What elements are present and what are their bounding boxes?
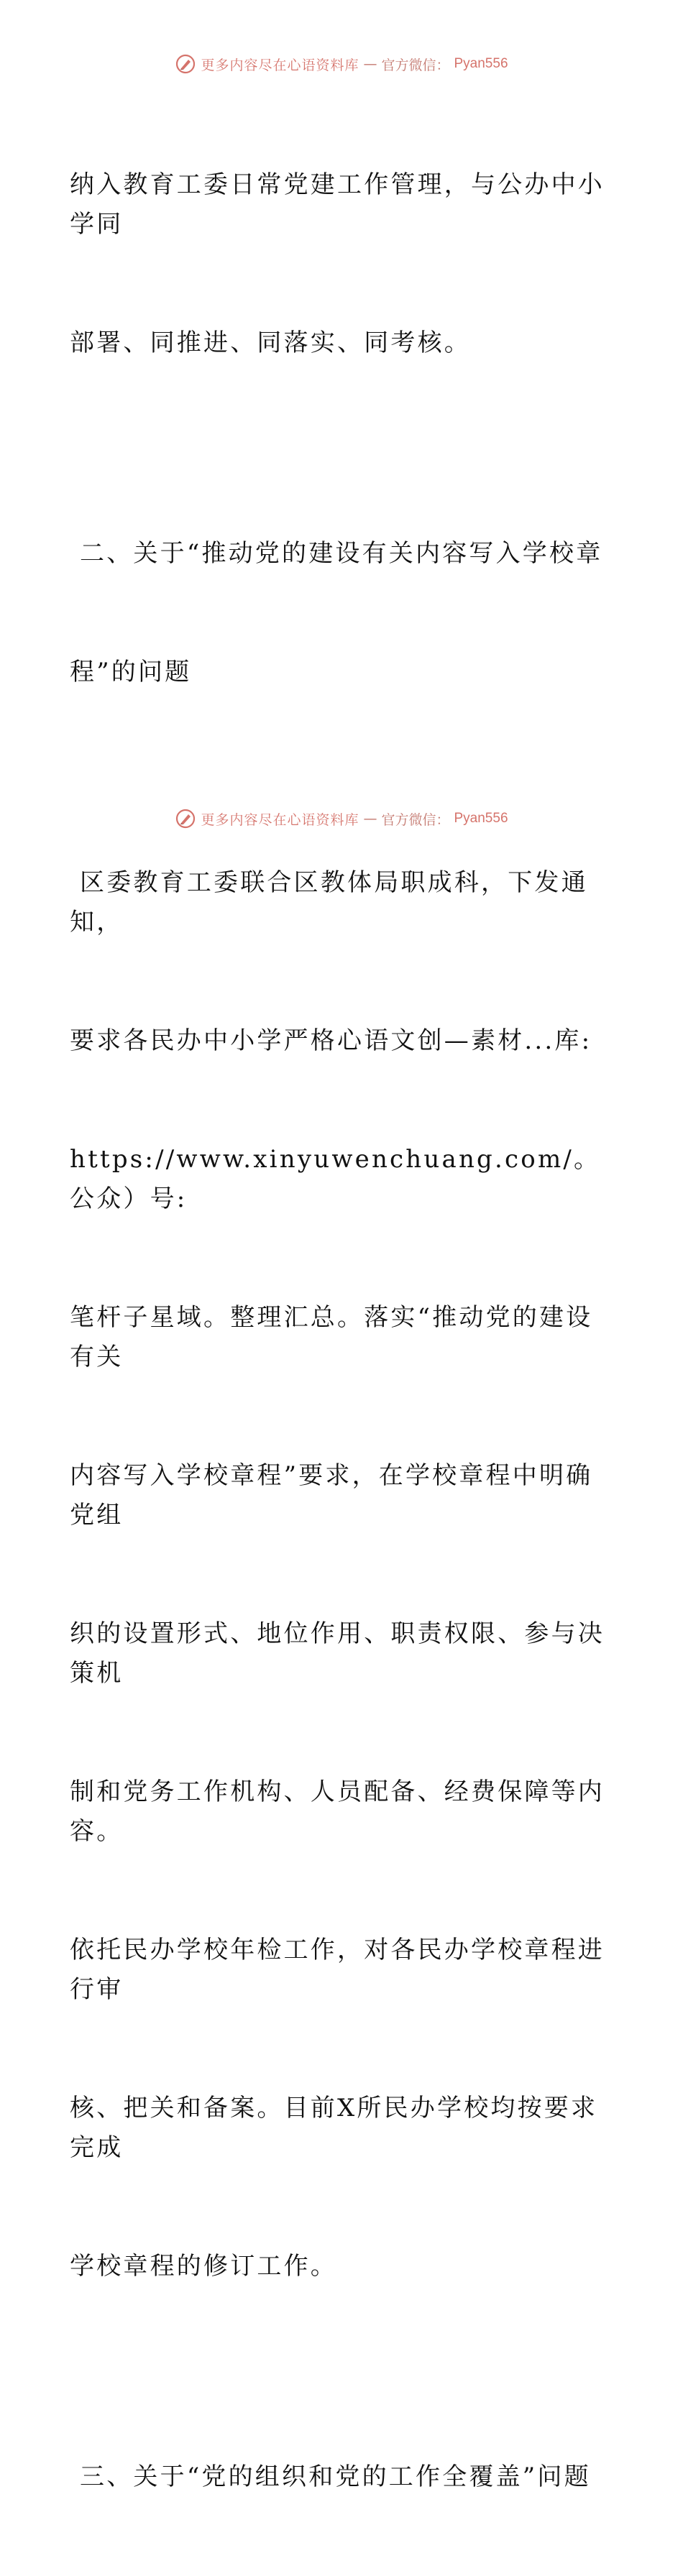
watermark-wechat-id: Pyan556 <box>454 811 508 826</box>
text-line: 程”的问题 <box>70 658 192 686</box>
text-line: 纳入教育工委日常党建工作管理，与公办中小学同 <box>70 170 605 239</box>
paragraph-intro <box>70 86 616 442</box>
text-line: 部署、同推进、同落实、同考核。 <box>70 328 471 357</box>
watermark-main-text: 更多内容尽在心语资料库 <box>201 811 359 828</box>
text-line: 二、关于“推动党的建设有关内容写入学校章 <box>70 539 603 568</box>
section-heading-3 <box>70 2378 616 2576</box>
watermark-sub-text: 官方微信： <box>381 811 450 828</box>
text-line: 学校章程的修订工作。 <box>70 2252 337 2281</box>
header-watermark <box>0 52 683 76</box>
watermark-dash: — <box>363 811 377 827</box>
section-heading-2 <box>70 455 616 771</box>
text-line: 织的设置形式、地位作用、职责权限、参与决策机 <box>70 1619 605 1688</box>
pen-logo-icon <box>175 808 196 829</box>
text-line: 区委教育工委联合区教体局职成科，下发通知， <box>70 868 588 937</box>
text-line: 制和党务工作机构、人员配备、经费保障等内容。 <box>70 1777 605 1846</box>
text-line: 笔杆子星域。整理汇总。落实“推动党的建设有关 <box>70 1303 593 1371</box>
text-line: 核、把关和备案。目前X所民办学校均按要求完成 <box>70 2094 598 2162</box>
text-line: 内容写入学校章程”要求，在学校章程中明确党组 <box>70 1461 593 1530</box>
watermark-wechat-id: Pyan556 <box>454 56 508 71</box>
paragraph-section-2-body <box>70 784 616 2365</box>
watermark-main-text: 更多内容尽在心语资料库 <box>201 57 359 73</box>
watermark-dash: — <box>363 56 377 72</box>
text-line: 依托民办学校年检工作，对各民办学校章程进行审 <box>70 1936 605 2004</box>
text-line: 要求各民办中小学严格心语文创—素材...库: <box>70 1026 592 1055</box>
text-line: https://www.xinyuwenchuang.com/。公众）号: <box>70 1145 601 1213</box>
watermark-sub-text: 官方微信： <box>381 57 450 73</box>
footer-watermark <box>0 806 683 831</box>
text-line: 三、关于“党的组织和党的工作全覆盖”问题 <box>70 2462 591 2491</box>
document-body <box>70 86 616 2576</box>
pen-logo-icon <box>175 53 196 75</box>
